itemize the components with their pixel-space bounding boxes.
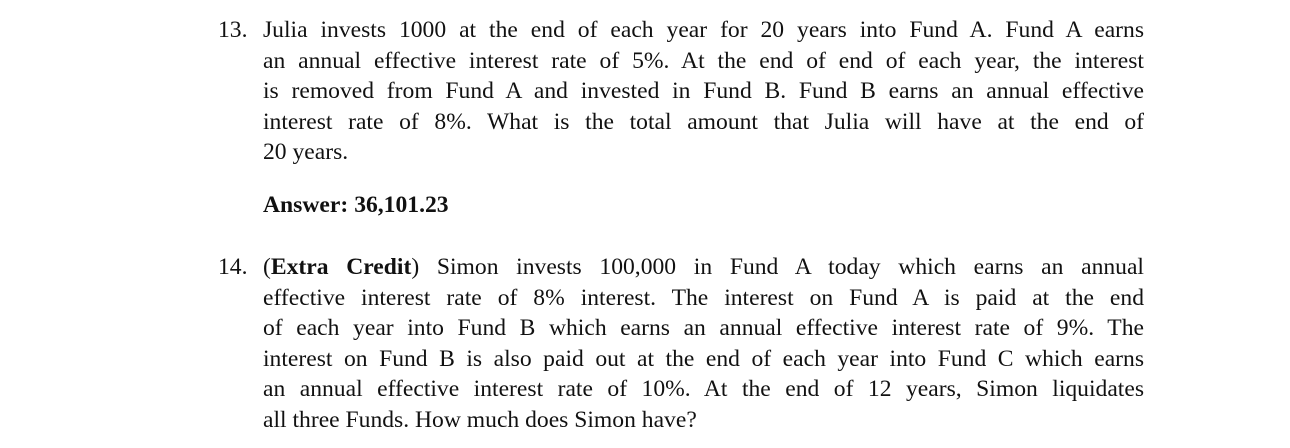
problem-number: 14. <box>218 254 248 280</box>
problem-line: is removed from Fund A and invested in Fund B. Fund B earns an annual effective <box>263 78 1144 104</box>
problem-line: Julia invests 1000 at the end of each year for 20 years into Fund A. Fund A earns <box>263 17 1144 43</box>
problem-14 <box>218 252 1144 435</box>
answer-label: Answer: <box>263 192 349 218</box>
extra-credit-label: Extra Credit <box>270 254 412 280</box>
problem-line: of each year into Fund B which earns an annual effective interest rate of 9%. The <box>263 315 1144 341</box>
problem-line: 20 years. <box>263 139 349 165</box>
problem-13 <box>218 15 1144 168</box>
problem-line: an annual effective interest rate of 5%. At the end of end of each year, the interest <box>263 47 1144 74</box>
problem-line-rest: ) Simon invests 100,000 in Fund A today which earns an annual <box>411 254 1144 280</box>
open-paren: ( <box>263 254 271 280</box>
problem-line: effective interest rate of 8% interest. The interest on Fund A is paid at the end <box>263 284 1144 311</box>
answer-value: 36,101.23 <box>354 192 449 218</box>
problem-line <box>263 252 1144 283</box>
problem-line: interest on Fund B is also paid out at the end of each year into Fund C which earns <box>263 345 1144 372</box>
problem-line: interest rate of 8%. What is the total amount that Julia will have at the end of <box>263 108 1144 135</box>
problem-line: all three Funds. How much does Simon have? <box>263 406 697 433</box>
problem-text <box>263 15 1144 168</box>
problem-number: 13. <box>218 17 248 43</box>
problem-text <box>263 252 1144 435</box>
answer <box>263 190 449 220</box>
problem-line: an annual effective interest rate of 10%. At the end of 12 years, Simon liquidates <box>263 376 1144 402</box>
